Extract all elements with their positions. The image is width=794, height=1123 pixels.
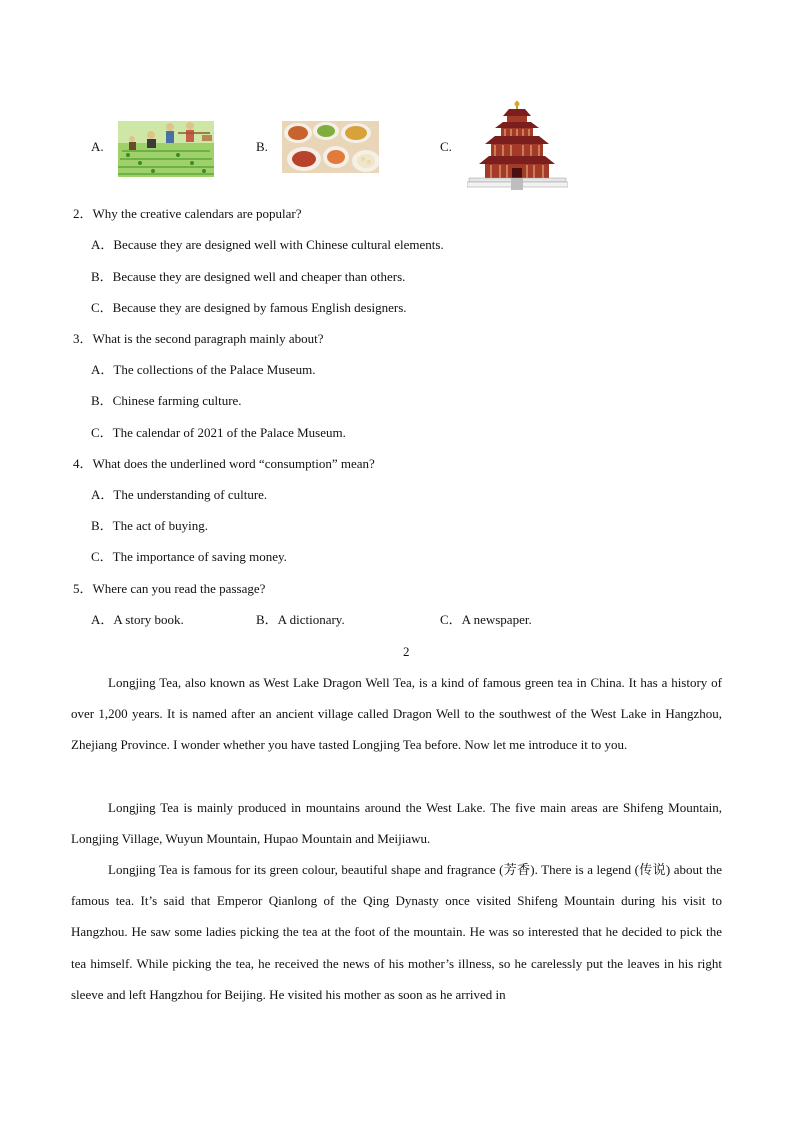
option-c-label[interactable]: C. <box>440 139 452 154</box>
temple-of-heaven-image[interactable] <box>467 100 568 190</box>
question-5-option-c[interactable]: C．A newspaper. <box>440 612 532 627</box>
question-5-option-b[interactable]: B．A dictionary. <box>256 612 345 627</box>
question-5-option-a[interactable]: A．A story book. <box>91 612 184 627</box>
passage-paragraph-1: Longjing Tea, also known as West Lake Dragon Well Tea, is a kind of famous green tea in China. It has a history of over 1,200 years. It is named after an ancient village called Dragon Well to the southwest of the West Lake in Hangzhou, Zhejiang Province. I wonder whether you have tasted Longjing Tea before. Now let me introduce it to you. <box>71 675 722 753</box>
question-4-option-a[interactable]: A．The understanding of culture. <box>91 487 268 502</box>
question-4-option-b[interactable]: B．The act of buying. <box>91 518 208 533</box>
section-number: 2 <box>403 644 410 659</box>
option-a-label[interactable]: A. <box>91 139 104 154</box>
food-dishes-image[interactable] <box>282 121 379 173</box>
passage-paragraph-3: Longjing Tea is famous for its green colour, beautiful shape and fragrance (芳香). There is a legend (传说) about the famous tea. It’s said that Emperor Qianlong of the Qing Dynasty once visited Shifeng Mountain during his visit to Hangzhou. He saw some ladies picking the tea at the foot of the mountain. He was so interested that he decided to pick the tea himself. While picking the tea, he received the news of his mother’s illness, so he carelessly put the leaves in his right sleeve and left Hangzhou for Beijing. He visited his mother as soon as he arrived in <box>71 862 722 1002</box>
question-3-option-b[interactable]: B．Chinese farming culture. <box>91 393 242 408</box>
question-3-stem: 3．What is the second paragraph mainly about? <box>73 331 324 346</box>
question-4-stem: 4．What does the underlined word “consumption” mean? <box>73 456 375 471</box>
question-3-option-a[interactable]: A．The collections of the Palace Museum. <box>91 362 316 377</box>
question-4-option-c[interactable]: C．The importance of saving money. <box>91 549 287 564</box>
question-5-stem: 5．Where can you read the passage? <box>73 581 266 596</box>
question-2-option-a[interactable]: A．Because they are designed well with Chinese cultural elements. <box>91 237 444 252</box>
question-2-option-b[interactable]: B．Because they are designed well and cheaper than others. <box>91 269 406 284</box>
question-2-option-c[interactable]: C．Because they are designed by famous English designers. <box>91 300 407 315</box>
farming-field-image[interactable] <box>118 121 214 177</box>
option-b-label[interactable]: B. <box>256 139 268 154</box>
question-3-option-c[interactable]: C．The calendar of 2021 of the Palace Museum. <box>91 425 346 440</box>
question-2-stem: 2．Why the creative calendars are popular? <box>73 206 302 221</box>
passage-paragraph-2: Longjing Tea is mainly produced in mountains around the West Lake. The five main areas are Shifeng Mountain, Longjing Village, Wuyun Mountain, Hupao Mountain and Meijiawu. <box>71 800 722 847</box>
